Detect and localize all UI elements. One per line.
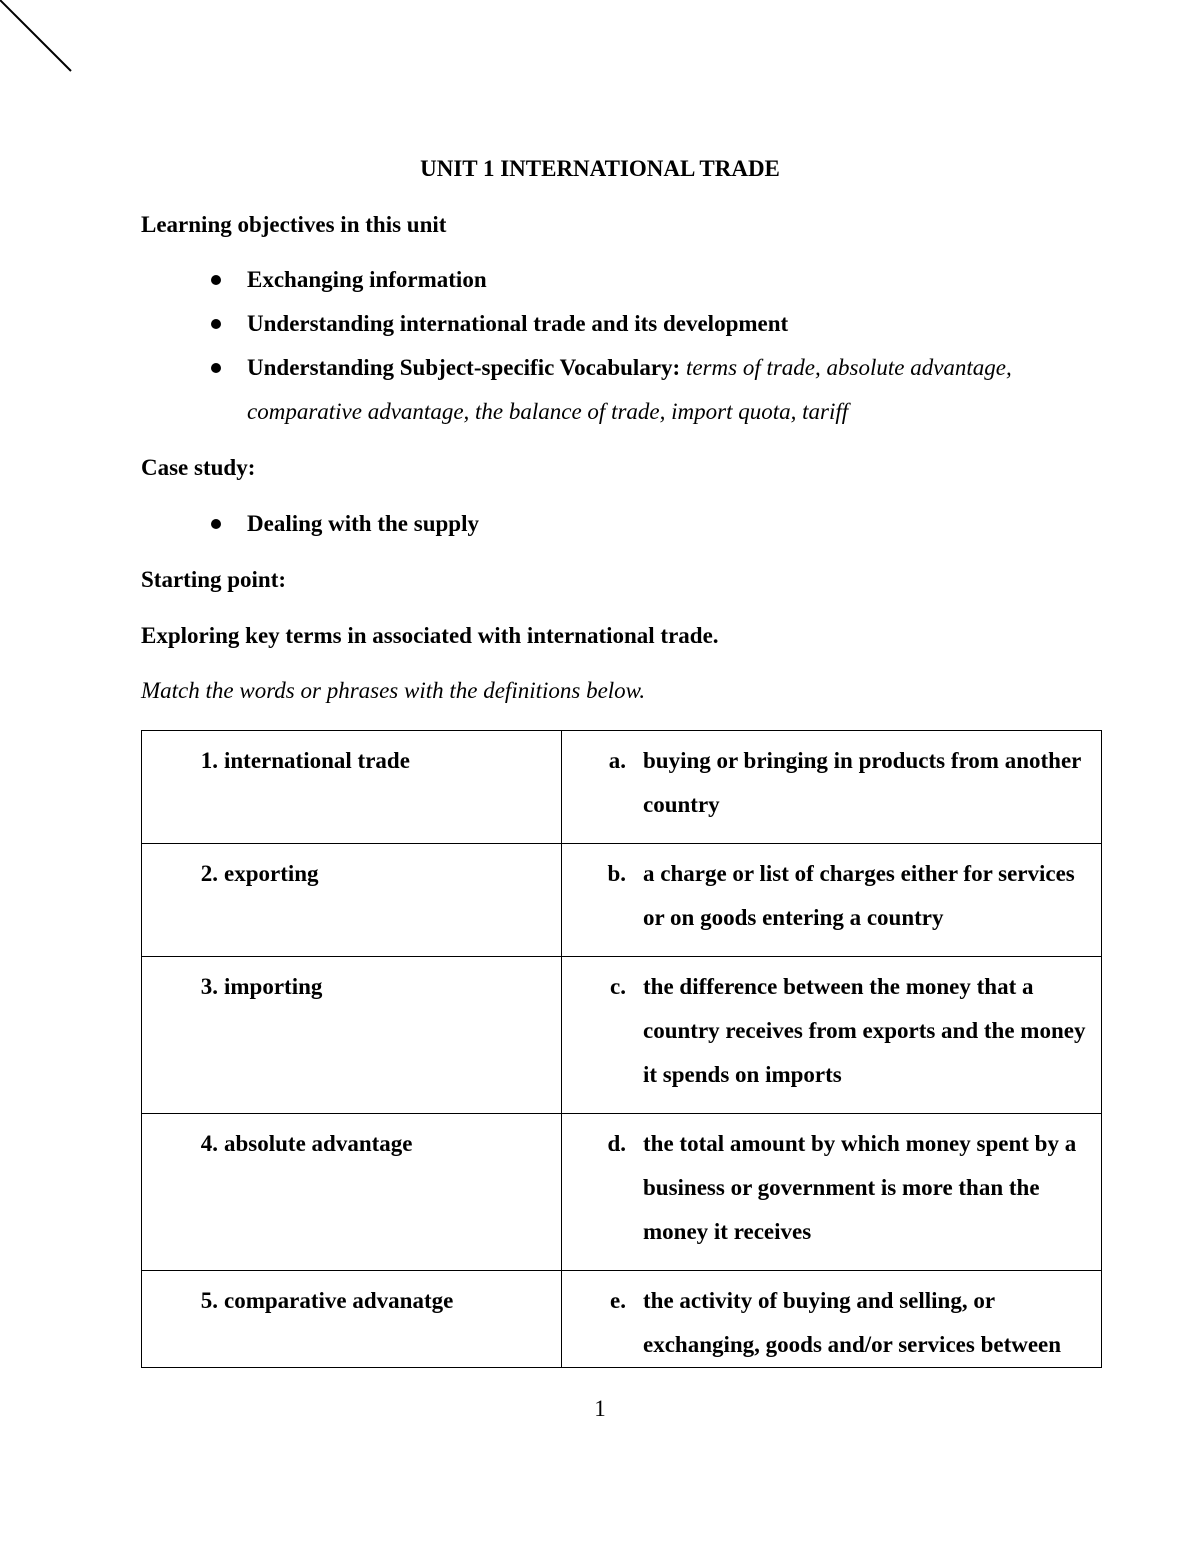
term-cell bbox=[142, 1114, 562, 1271]
corner-diagonal-line bbox=[0, 0, 80, 80]
objective-item bbox=[141, 258, 1101, 302]
table-row bbox=[142, 844, 1102, 957]
page-title: UNIT 1 INTERNATIONAL TRADE bbox=[420, 156, 780, 181]
intro-text: Exploring key terms in associated with international trade. bbox=[141, 623, 719, 648]
case-study-text: Dealing with the supply bbox=[247, 511, 479, 536]
term-cell bbox=[142, 844, 562, 957]
bullet-icon bbox=[211, 319, 221, 329]
objective-text: Exchanging information bbox=[247, 267, 487, 292]
definition-cell bbox=[562, 957, 1102, 1114]
bullet-icon bbox=[211, 519, 221, 529]
term-text: exporting bbox=[224, 861, 319, 886]
table-row bbox=[142, 731, 1102, 844]
term-number: 3. bbox=[200, 974, 218, 999]
vocabulary-terms: terms of trade, absolute advantage, comparative advantage, the balance of trade, import quota, tariff bbox=[247, 355, 1012, 424]
term-text: importing bbox=[224, 974, 323, 999]
objective-text: Understanding Subject-specific Vocabulary: bbox=[247, 355, 686, 380]
starting-point-heading: Starting point: bbox=[141, 567, 287, 592]
definition-cell bbox=[562, 731, 1102, 844]
definition-text: the total amount by which money spent by a business or government is more than the money it receives bbox=[643, 1131, 1077, 1244]
term-cell bbox=[142, 1271, 562, 1368]
table-row bbox=[142, 957, 1102, 1114]
case-study-item bbox=[141, 502, 1101, 546]
definition-letter: a. bbox=[608, 748, 626, 773]
objective-text: Understanding international trade and its development bbox=[247, 311, 789, 336]
definition-text: the activity of buying and selling, or exchanging, goods and/or services between bbox=[643, 1288, 1062, 1357]
objective-item bbox=[141, 302, 1101, 346]
definition-text: buying or bringing in products from another country bbox=[643, 748, 1081, 817]
definition-cell bbox=[562, 1271, 1102, 1368]
definition-letter: b. bbox=[607, 861, 626, 886]
definition-letter: c. bbox=[610, 974, 626, 999]
definition-text: the difference between the money that a country receives from exports and the money it spends on imports bbox=[643, 974, 1086, 1087]
definition-letter: d. bbox=[607, 1131, 626, 1156]
page-number: 1 bbox=[594, 1396, 606, 1421]
matching-table bbox=[141, 730, 1102, 1368]
term-text: comparative advanatge bbox=[224, 1288, 454, 1313]
term-number: 2. bbox=[200, 861, 218, 886]
table-row bbox=[142, 1271, 1102, 1368]
bullet-icon bbox=[211, 275, 221, 285]
objective-item bbox=[141, 346, 1101, 434]
table-row bbox=[142, 1114, 1102, 1271]
term-number: 4. bbox=[200, 1131, 218, 1156]
term-text: international trade bbox=[224, 748, 410, 773]
term-number: 5. bbox=[200, 1288, 218, 1313]
bullet-icon bbox=[211, 363, 221, 373]
case-study-list bbox=[141, 502, 1101, 546]
term-cell bbox=[142, 957, 562, 1114]
term-number: 1. bbox=[200, 748, 218, 773]
term-cell bbox=[142, 731, 562, 844]
objectives-list bbox=[141, 258, 1101, 434]
definition-cell bbox=[562, 1114, 1102, 1271]
objectives-heading: Learning objectives in this unit bbox=[141, 212, 447, 237]
instruction-text: Match the words or phrases with the definitions below. bbox=[141, 678, 646, 703]
definition-text: a charge or list of charges either for services or on goods entering a country bbox=[643, 861, 1075, 930]
definition-cell bbox=[562, 844, 1102, 957]
case-study-heading: Case study: bbox=[141, 455, 256, 480]
definition-letter: e. bbox=[610, 1288, 626, 1313]
term-text: absolute advantage bbox=[224, 1131, 413, 1156]
